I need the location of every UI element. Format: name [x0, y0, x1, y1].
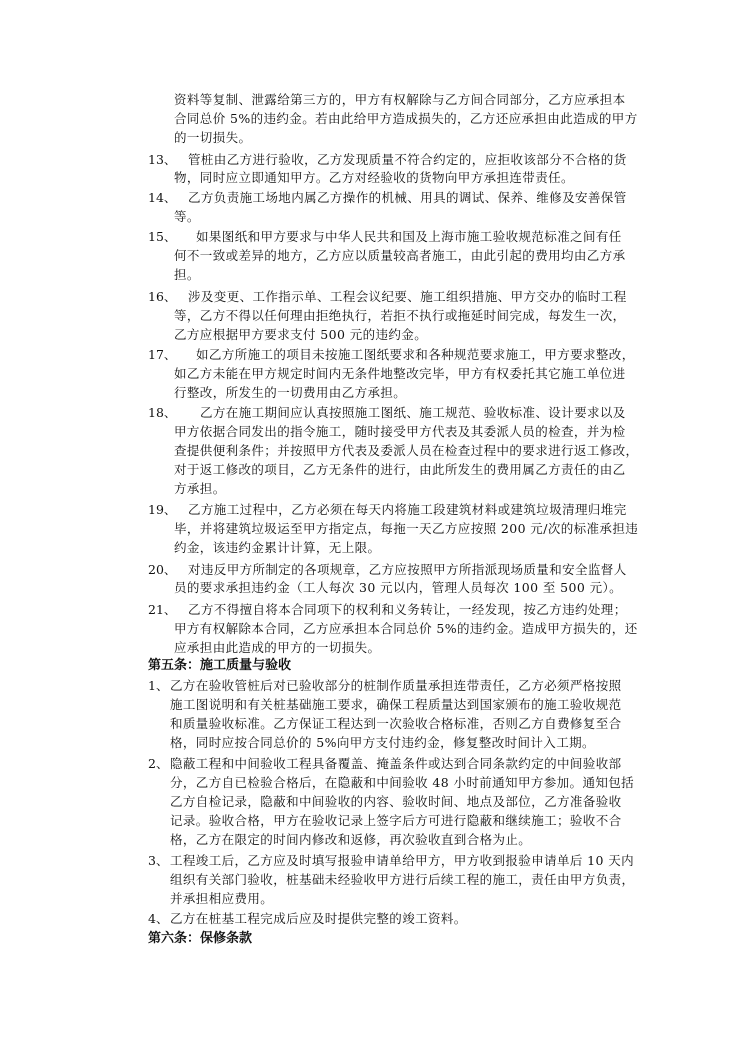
intro-line: 资料等复制、泄露给第三方的，甲方有权解除与乙方间合同部分，乙方应承担本 [174, 92, 626, 107]
item-line: 方承担。 [174, 481, 226, 496]
item-line: 乙方在桩基工程完成后应及时提供完整的竣工资料。 [170, 911, 467, 926]
item-line: 约金，该违约金累计计算，无上限。 [174, 540, 381, 555]
item-line: 物，同时应立即通知甲方。乙方对经验收的货物向甲方承担连带责任。 [174, 170, 574, 185]
item-line: 乙方施工过程中，乙方必须在每天内将施工段建筑材料或建筑垃圾清理归堆完 [188, 502, 627, 517]
item-number: 17、 [148, 347, 177, 362]
section-heading: 第六条：保修条款 [148, 931, 253, 946]
item-number: 1、 [148, 678, 169, 693]
item-line: 行整改，所发生的一切费用由乙方承担。 [174, 385, 407, 400]
item-line: 应承担由此造成的甲方的一切损失。 [174, 640, 381, 655]
item-number: 21、 [148, 602, 177, 617]
item-line: 隐蔽工程和中间验收工程具备覆盖、掩盖条件或达到合同条款约定的中间验收部 [170, 756, 622, 771]
item-line: 分，乙方自已检验合格后，在隐蔽和中间验收 48 小时前通知甲方参加。通知包括 [170, 775, 635, 790]
item-line: 记录。验收合格，甲方在验收记录上签字后方可进行隐蔽和继续施工；验收不合 [170, 813, 622, 828]
item-line: 甲方依据合同发出的指令施工，随时接受甲方代表及其委派人员的检查，并为检 [174, 424, 626, 439]
item-line: 如乙方未能在甲方规定时间内无条件地整改完毕，甲方有权委托其它施工单位进 [174, 366, 626, 381]
item-line: 乙方应根据甲方要求支付 500 元的违约金。 [174, 327, 428, 342]
item-line: 担。 [174, 267, 200, 282]
item-line: 格，同时应按合同总价的 5%向甲方支付违约金，修复整改时间计入工期。 [170, 735, 595, 750]
item-line: 甲方有权解除本合同，乙方应承担本合同总价 5%的违约金。造成甲方损失的，还 [174, 621, 638, 636]
item-line: 工程竣工后，乙方应及时填写报验申请单给甲方，甲方收到报验申请单后 10 天内 [170, 853, 635, 868]
item-line: 涉及变更、工作指示单、工程会议纪要、施工组织措施、甲方交办的临时工程 [188, 289, 627, 304]
item-line: 并承担相应费用。 [170, 891, 274, 906]
item-number: 2、 [148, 756, 169, 771]
item-line: 施工图说明和有关桩基础施工要求，确保工程质量达到国家颁布的施工验收规范 [170, 697, 622, 712]
item-number: 4、 [148, 911, 169, 926]
item-line: 查提供便利条件；并按照甲方代表及委派人员在检查过程中的要求进行返工修改， [174, 443, 639, 458]
item-line: 乙方自检记录，隐蔽和中间验收的内容、验收时间、地点及部位，乙方准备验收 [170, 794, 622, 809]
item-number: 3、 [148, 853, 169, 868]
item-line: 格，乙方在限定的时间内修改和返修，再次验收直到合格为止。 [170, 832, 532, 847]
item-line: 乙方在施工期间应认真按照施工图纸、施工规范、验收标准、设计要求以及 [200, 405, 626, 420]
item-line: 乙方不得擅自将本合同项下的权利和义务转让，一经发现，按乙方违约处理； [188, 602, 627, 617]
item-number: 15、 [148, 229, 177, 244]
item-line: 何不一致或差异的地方，乙方应以质量较高者施工，由此引起的费用均由乙方承 [174, 248, 626, 263]
item-line: 等，乙方不得以任何理由拒绝执行，若拒不执行或拖延时间完成，每发生一次， [174, 308, 626, 323]
item-number: 18、 [148, 405, 177, 420]
item-line: 员的要求承担违约金（工人每次 30 元以内，管理人员每次 100 至 500 元）。 [174, 580, 623, 595]
item-line: 如乙方所施工的项目未按施工图纸要求和各种规范要求施工，甲方要求整改， [196, 347, 635, 362]
item-line: 管桩由乙方进行验收，乙方发现质量不符合约定的，应拒收该部分不合格的货 [188, 152, 627, 167]
item-number: 14、 [148, 190, 177, 205]
item-number: 19、 [148, 502, 177, 517]
item-line: 对违反甲方所制定的各项规章，乙方应按照甲方所指派现场质量和安全监督人 [188, 562, 627, 577]
intro-line: 的一切损失。 [174, 130, 252, 145]
item-line: 对于返工修改的项目，乙方无条件的进行，由此所发生的费用属乙方责任的由乙 [174, 462, 626, 477]
item-line: 和质量验收标准。乙方保证工程达到一次验收合格标准，否则乙方自费修复至合 [170, 716, 622, 731]
item-number: 16、 [148, 289, 177, 304]
item-line: 如果图纸和甲方要求与中华人民共和国及上海市施工验收规范标准之间有任 [196, 229, 622, 244]
item-line: 等。 [174, 209, 200, 224]
item-line: 毕，并将建筑垃圾运至甲方指定点，每拖一天乙方应按照 200 元/次的标准承担违 [174, 521, 639, 536]
item-line: 乙方在验收管桩后对已验收部分的桩制作质量承担连带责任，乙方必须严格按照 [170, 678, 622, 693]
item-line: 组织有关部门验收，桩基础未经验收甲方进行后续工程的施工，责任由甲方负责， [170, 872, 635, 887]
item-line: 乙方负责施工场地内属乙方操作的机械、用具的调试、保养、维修及安善保管 [188, 190, 627, 205]
intro-line: 合同总价 5%的违约金。若由此给甲方造成损失的，乙方还应承担由此造成的甲方 [174, 111, 638, 126]
item-number: 20、 [148, 562, 177, 577]
item-number: 13、 [148, 152, 177, 167]
section-heading: 第五条：施工质量与验收 [148, 658, 292, 673]
